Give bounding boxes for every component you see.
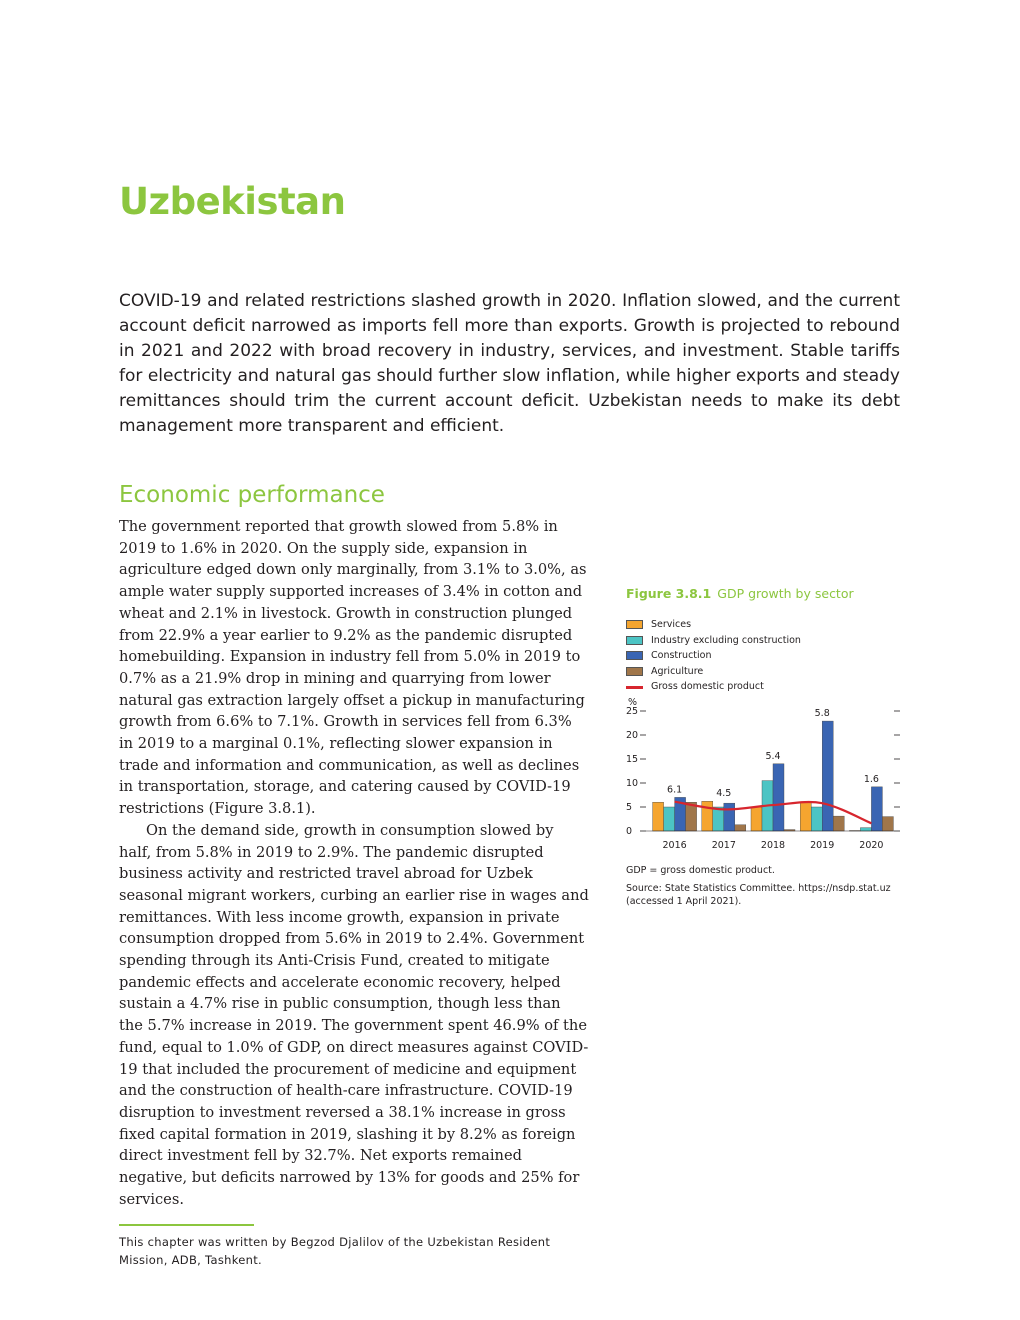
y-tick-label-25: 25	[626, 706, 639, 717]
x-tick-label-2020: 2020	[859, 840, 884, 851]
data-label-2017: 4.5	[716, 788, 732, 800]
bar-construction-2018	[773, 764, 784, 831]
legend-item-construction	[626, 648, 801, 664]
bar-agriculture-2020	[882, 817, 893, 831]
section-heading: Economic performance	[119, 482, 385, 508]
x-tick-label-2017: 2017	[711, 840, 736, 851]
legend-swatch-construction	[626, 651, 643, 660]
legend-swatch-agriculture	[626, 667, 643, 676]
chart-legend	[626, 617, 801, 695]
bar-agriculture-2017	[735, 825, 746, 831]
gdp-growth-chart	[626, 698, 906, 858]
bar-services-2017	[702, 801, 713, 831]
body-paragraph-2: On the demand side, growth in consumption slowed by half, from 5.8% in 2019 to 2.9%. The pandemic disrupted business activity and restricted travel abroad for Uzbek seasonal migrant workers, curbing an earlier rise in wages and remittances. With less income growth, expansion in private consumption dropped from 5.6% in 2019 to 2.4%. Government spending through its Anti-Crisis Fund, created to mitigate pandemic effects and accelerate economic recovery, helped sustain a 4.7% rise in public consumption, though less than the 5.7% increase in 2019. The government spent 46.9% of the fund, equal to 1.0% of GDP, on direct measures against COVID-19 that included the procurement of medicine and equipment and the construction of health-care infrastructure. COVID-19 disruption to investment reversed a 38.1% increase in gross fixed capital formation in 2019, slashing it by 8.2% as foreign direct investment fell by 32.7%. Net exports remained negative, but deficits narrowed by 13% for goods and 25% for services.	[119, 821, 589, 1208]
y-tick-label-15: 15	[626, 754, 639, 765]
data-label-2018: 5.4	[765, 750, 781, 762]
body-text	[119, 516, 589, 1211]
legend-label-gdp: Gross domestic product	[651, 681, 764, 693]
bar-services-2016	[653, 802, 664, 831]
figure-title	[626, 586, 906, 601]
legend-label-agriculture: Agriculture	[651, 665, 704, 677]
figure-source: Source: State Statistics Committee. https://nsdp.stat.uz (accessed 1 April 2021).	[626, 882, 891, 907]
bar-industry-excluding-construction-2020	[860, 828, 871, 831]
y-tick-label-0: 0	[626, 826, 633, 837]
legend-swatch-services	[626, 620, 643, 629]
bar-services-2018	[751, 807, 762, 831]
bar-construction-2020	[871, 787, 882, 831]
x-tick-label-2018: 2018	[760, 840, 786, 851]
bar-industry-excluding-construction-2019	[811, 807, 822, 831]
figure-note: GDP = gross domestic product.	[626, 865, 775, 876]
figure	[626, 586, 906, 907]
legend-swatch-industry	[626, 636, 643, 645]
bar-construction-2017	[724, 803, 735, 831]
body-paragraph-1: The government reported that growth slowed from 5.8% in 2019 to 1.6% in 2020. On the supply side, expansion in agriculture edged down only marginally, from 3.1% to 3.0%, as ample water supply supported increases of 3.4% in cotton and wheat and 2.1% in livestock. Growth in construction plunged from 22.9% a year earlier to 9.2% as the pandemic disrupted homebuilding. Expansion in industry fell from 5.0% in 2019 to 0.7% as a 21.9% drop in mining and quarrying from lower natural gas extraction largely offset a pickup in manufacturing growth from 6.6% to 7.1%. Growth in services fell from 6.3% in 2019 to a marginal 0.1%, reflecting slower expansion in trade and information and communication, as well as declines in transportation, storage, and catering caused by COVID-19 restrictions (Figure 3.8.1).	[119, 518, 587, 818]
legend-swatch-gdp	[626, 686, 643, 689]
y-tick-label-10: 10	[626, 778, 639, 789]
x-tick-label-2019: 2019	[810, 840, 835, 851]
legend-item-industry	[626, 633, 801, 649]
legend-label-services: Services	[651, 619, 692, 631]
bar-agriculture-2019	[833, 816, 844, 831]
data-label-2020: 1.6	[863, 773, 879, 785]
legend-item-services	[626, 617, 801, 633]
data-label-2019: 5.8	[814, 708, 830, 720]
footnote-divider	[119, 1224, 254, 1226]
x-tick-label-2016: 2016	[662, 840, 687, 851]
bar-industry-excluding-construction-2016	[664, 807, 675, 831]
data-label-2016: 6.1	[667, 784, 683, 796]
legend-item-agriculture	[626, 664, 801, 680]
legend-label-industry: Industry excluding construction	[651, 634, 801, 646]
bar-services-2019	[800, 802, 811, 831]
page-title: Uzbekistan	[119, 180, 346, 223]
y-axis-unit-label: %	[628, 698, 638, 708]
figure-notes	[626, 864, 906, 909]
y-tick-label-5: 5	[626, 802, 633, 813]
y-tick-label-20: 20	[626, 730, 639, 741]
footnote: This chapter was written by Begzod Djalilov of the Uzbekistan Resident Mission, ADB, Tashkent.	[119, 1235, 551, 1267]
figure-caption: GDP growth by sector	[717, 586, 854, 601]
bar-industry-excluding-construction-2017	[713, 807, 724, 831]
figure-number: Figure 3.8.1	[626, 586, 712, 601]
legend-label-construction: Construction	[651, 650, 712, 662]
bar-construction-2019	[822, 721, 833, 831]
legend-item-gdp	[626, 679, 801, 695]
chapter-summary: COVID-19 and related restrictions slashed growth in 2020. Inflation slowed, and the current account deficit narrowed as imports fell more than exports. Growth is projected to rebound in 2021 and 2022 with broad recovery in industry, services, and investment. Stable tariffs for electricity and natural gas should further slow inflation, while higher exports and steady remittances should trim the current account deficit. Uzbekistan needs to make its debt management more transparent and efficient.	[119, 291, 900, 436]
